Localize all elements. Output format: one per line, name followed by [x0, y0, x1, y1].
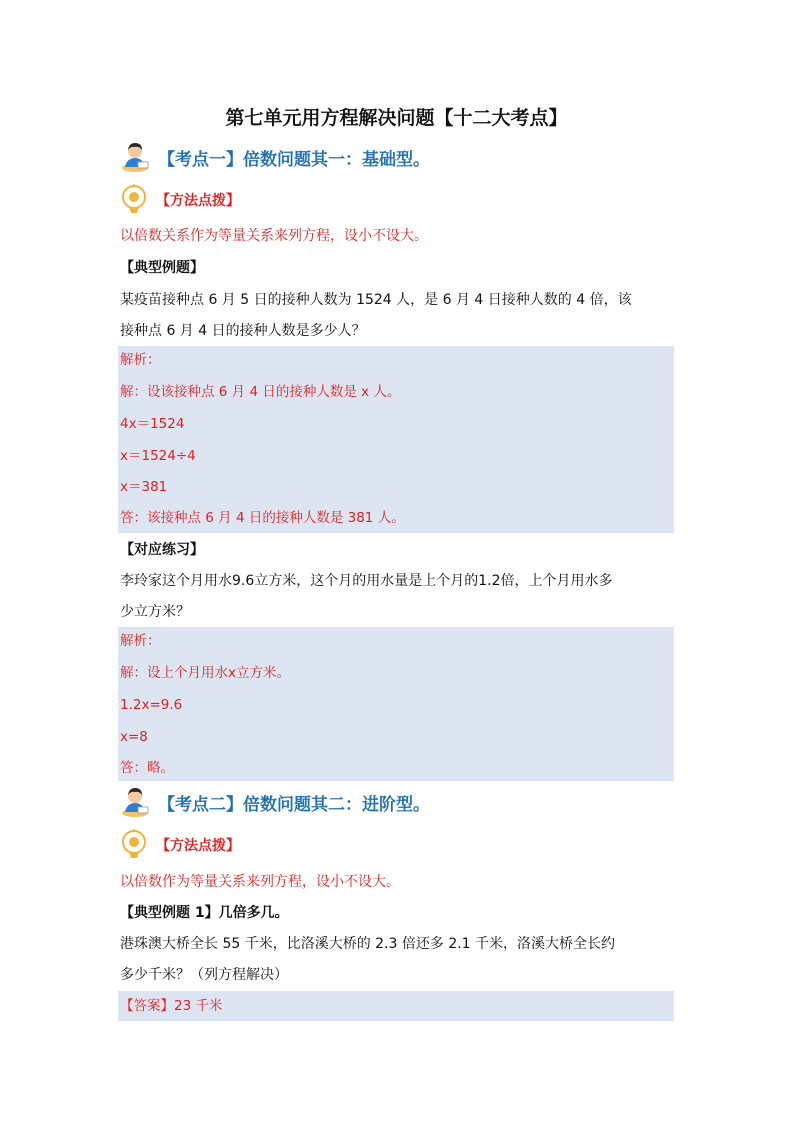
answer-line: [120, 996, 222, 1016]
section1-example-line1: 某疫苗接种点 6 月 5 日的接种人数为 1524 人，是 6 月 4 日接种人数的 4 倍，该: [120, 292, 632, 308]
section1-solution-box: [118, 346, 674, 533]
section1-method-text: 以倍数关系作为等量关系来列方程，设小不设大。: [120, 228, 428, 244]
section1-practice-label: 【对应练习】: [120, 542, 204, 558]
section1-method-label: 【方法点拨】: [156, 193, 240, 209]
section1-heading: [118, 140, 430, 174]
answer-tag: 【答案】: [120, 998, 174, 1014]
section2-method-text: 以倍数作为等量关系来列方程，设小不设大。: [120, 874, 400, 890]
section1-practice-line1: 李玲家这个月用水9.6立方米，这个月的用水量是上个月的1.2倍，上个月用水多: [120, 573, 613, 589]
student-icon: [118, 785, 152, 819]
solution-line: 解析：: [120, 352, 161, 368]
section2-heading: [118, 785, 430, 819]
solution-line: 答：该接种点 6 月 4 日的接种人数是 381 人。: [120, 510, 405, 526]
section1-example-label: 【典型例题】: [120, 260, 204, 276]
solution-line: x=8: [120, 729, 148, 745]
section1-practice-line2: 少立方米？: [120, 604, 190, 620]
solution-line: 解：设该接种点 6 月 4 日的接种人数是 x 人。: [120, 384, 401, 400]
solution-line: 答：略。: [120, 760, 174, 776]
section2-method-label: 【方法点拨】: [156, 838, 240, 854]
section2-example-line1: 港珠澳大桥全长 55 千米，比洛溪大桥的 2.3 倍还多 2.1 千米，洛溪大桥全长约: [120, 936, 616, 952]
section2-method-header: [118, 828, 240, 862]
solution-line: 1.2x=9.6: [120, 697, 183, 713]
solution-line: 解：设上个月用水x立方米。: [120, 665, 290, 681]
solution-line: 解析：: [120, 633, 161, 649]
section1-practice-solution-box: [118, 627, 674, 781]
section1-heading-text: 【考点一】倍数问题其一：基础型。: [158, 149, 430, 170]
solution-line: 4x＝1524: [120, 416, 185, 432]
answer-value: 23 千米: [174, 998, 223, 1014]
lightbulb-icon: [118, 828, 150, 862]
section1-method-header: [118, 183, 240, 217]
section2-example-label: 【典型例题 1】几倍多几。: [120, 905, 289, 921]
section2-heading-text: 【考点二】倍数问题其二：进阶型。: [158, 794, 430, 815]
page-title: 第七单元用方程解决问题【十二大考点】: [225, 107, 568, 129]
lightbulb-icon: [118, 183, 150, 217]
solution-line: x＝381: [120, 479, 168, 495]
section2-example-line2: 多少千米？（列方程解决）: [120, 967, 288, 983]
solution-line: x＝1524÷4: [120, 448, 196, 464]
student-icon: [118, 140, 152, 174]
section1-example-line2: 接种点 6 月 4 日的接种人数是多少人？: [120, 323, 366, 339]
